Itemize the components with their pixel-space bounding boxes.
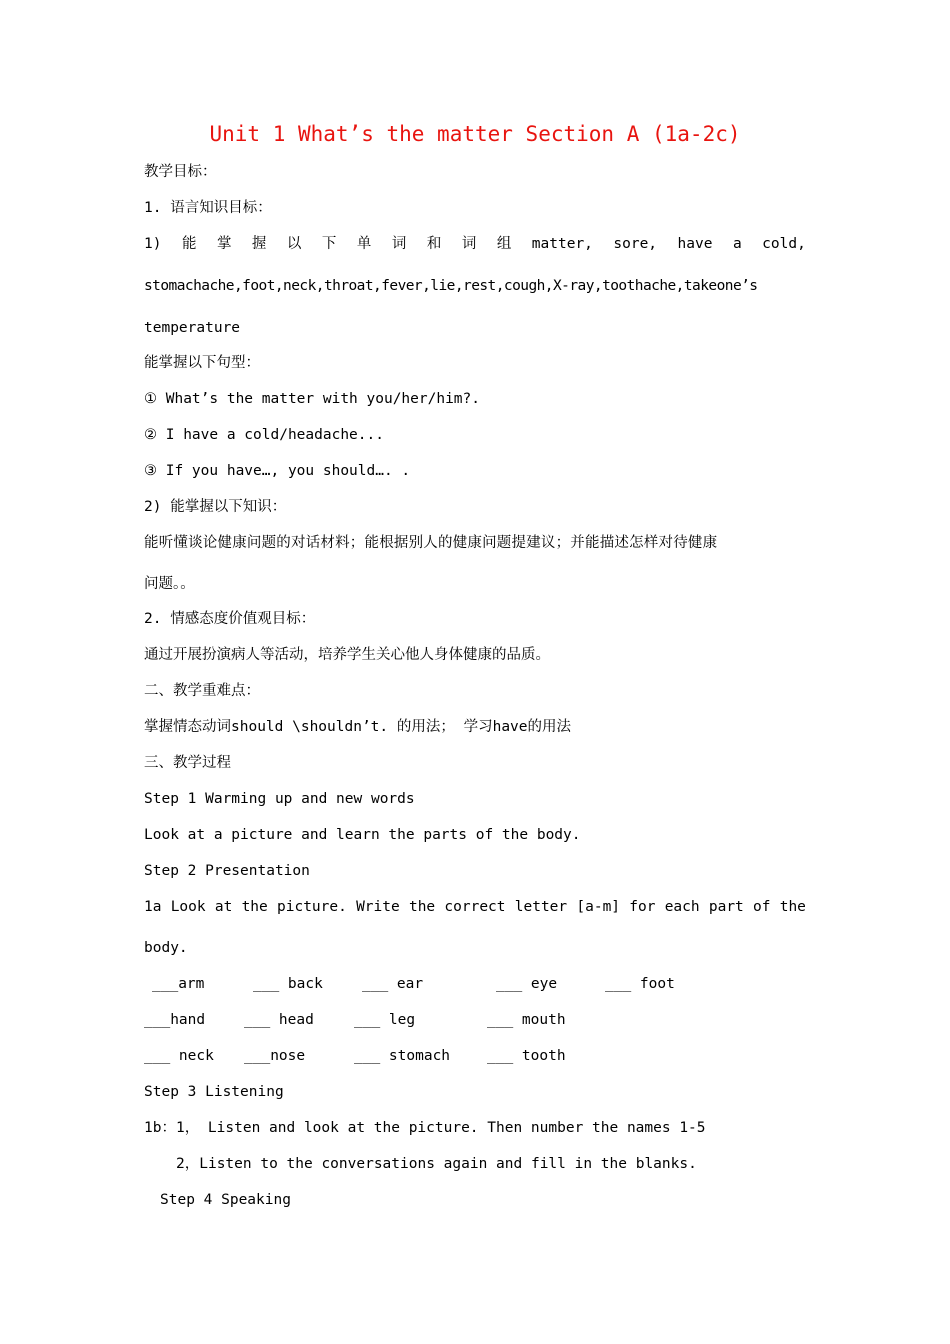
vocab-token: a [732, 236, 742, 252]
step1-heading: Step 1 Warming up and new words [144, 791, 415, 807]
body-part-blank: ___nose [244, 1048, 306, 1064]
sentence-2: ② I have a cold/headache... [144, 427, 384, 443]
vocab-line-3: temperature [144, 320, 241, 336]
vocab-token: 组 [496, 236, 512, 252]
vocab-token: 以 [286, 236, 302, 252]
vocab-token: matter, [531, 236, 593, 252]
vocab-token: 掌 [216, 236, 232, 252]
task-token: [a-m] [576, 899, 621, 915]
knowledge-line-2: 问题。。 [144, 576, 195, 592]
emotion-text: 通过开展扮演病人等活动，培养学生关心他人身体健康的品质。 [144, 647, 550, 663]
task-1a-line-1 [144, 897, 806, 917]
step3-heading: Step 3 Listening [144, 1084, 284, 1100]
body-part-blank: ___ tooth [487, 1048, 566, 1064]
task-token: 1a [144, 899, 162, 915]
vocab-token: cold, [762, 236, 806, 252]
knowledge-line-1: 能听懂谈论健康问题的对话材料；能根据别人的健康问题提建议；并能描述怎样对待健康 [144, 535, 718, 551]
body-part-blank: ___ foot [605, 976, 675, 992]
task-token: Look [170, 899, 206, 915]
step2-heading: Step 2 Presentation [144, 863, 310, 879]
body-part-blank: ___ eye [496, 976, 558, 992]
process-heading: 三、教学过程 [144, 755, 231, 771]
sentence-1: ① What’s the matter with you/her/him?. [144, 391, 480, 407]
sentence-3: ③ If you have…, you should…. . [144, 463, 411, 479]
task-token: of [753, 899, 771, 915]
body-part-blank: ___ ear [362, 976, 424, 992]
sentence-heading: 能掌握以下句型： [144, 355, 260, 371]
body-part-blank: ___ leg [354, 1012, 416, 1028]
key-points-text: 掌握情态动词should \shouldn’t. 的用法； 学习have的用法 [144, 719, 572, 735]
task-token: the [408, 899, 436, 915]
task-token: the [241, 899, 268, 915]
vocab-token: 词 [391, 236, 407, 252]
vocab-token: sore, [613, 236, 658, 252]
task-token: picture. [277, 899, 347, 915]
vocab-line-1 [144, 234, 806, 254]
vocab-token: 和 [426, 236, 442, 252]
vocab-token: 单 [356, 236, 372, 252]
task-1a-line-2: body. [144, 940, 188, 956]
task-token: Write [356, 899, 400, 915]
task-token: correct [444, 899, 506, 915]
body-part-blank: ___arm [152, 976, 205, 992]
language-goal-heading: 1. 语言知识目标： [144, 200, 272, 216]
vocab-token: 下 [321, 236, 337, 252]
emotion-heading: 2. 情感态度价值观目标： [144, 611, 316, 627]
body-part-blank: ___ back [253, 976, 323, 992]
listen-1b-line-1: 1b：1， Listen and look at the picture. Then number the names 1-5 [144, 1120, 706, 1136]
task-token: each [664, 899, 700, 915]
listen-1b-line-2: 2，Listen to the conversations again and fill in the blanks. [176, 1156, 697, 1172]
key-points-heading: 二、教学重难点： [144, 683, 260, 699]
body-part-blank: ___ stomach [354, 1048, 451, 1064]
knowledge-heading: 2) 能掌握以下知识： [144, 499, 287, 515]
step1-text: Look at a picture and learn the parts of the body. [144, 827, 581, 843]
body-part-blank: ___ neck [144, 1048, 214, 1064]
vocab-token: have [677, 236, 713, 252]
objectives-heading: 教学目标： [144, 164, 217, 180]
vocab-line-2: stomachache,foot,neck,throat,fever,lie,rest,cough,X-ray,toothache,takeone’s [144, 278, 758, 294]
vocab-token: 能 [181, 236, 197, 252]
task-token: at [214, 899, 233, 915]
task-token: part [708, 899, 744, 915]
task-token: letter [514, 899, 568, 915]
step4-heading: Step 4 Speaking [160, 1192, 291, 1208]
body-part-blank: ___hand [144, 1012, 206, 1028]
document-title: Unit 1 What’s the matter Section A (1a-2c) [209, 122, 741, 146]
body-part-blank: ___ head [244, 1012, 314, 1028]
vocab-token: 词 [461, 236, 477, 252]
vocab-token: 握 [251, 236, 267, 252]
body-part-blank: ___ mouth [487, 1012, 566, 1028]
vocab-token: 1) [144, 236, 162, 252]
task-token: the [779, 899, 806, 915]
task-token: for [629, 899, 656, 915]
